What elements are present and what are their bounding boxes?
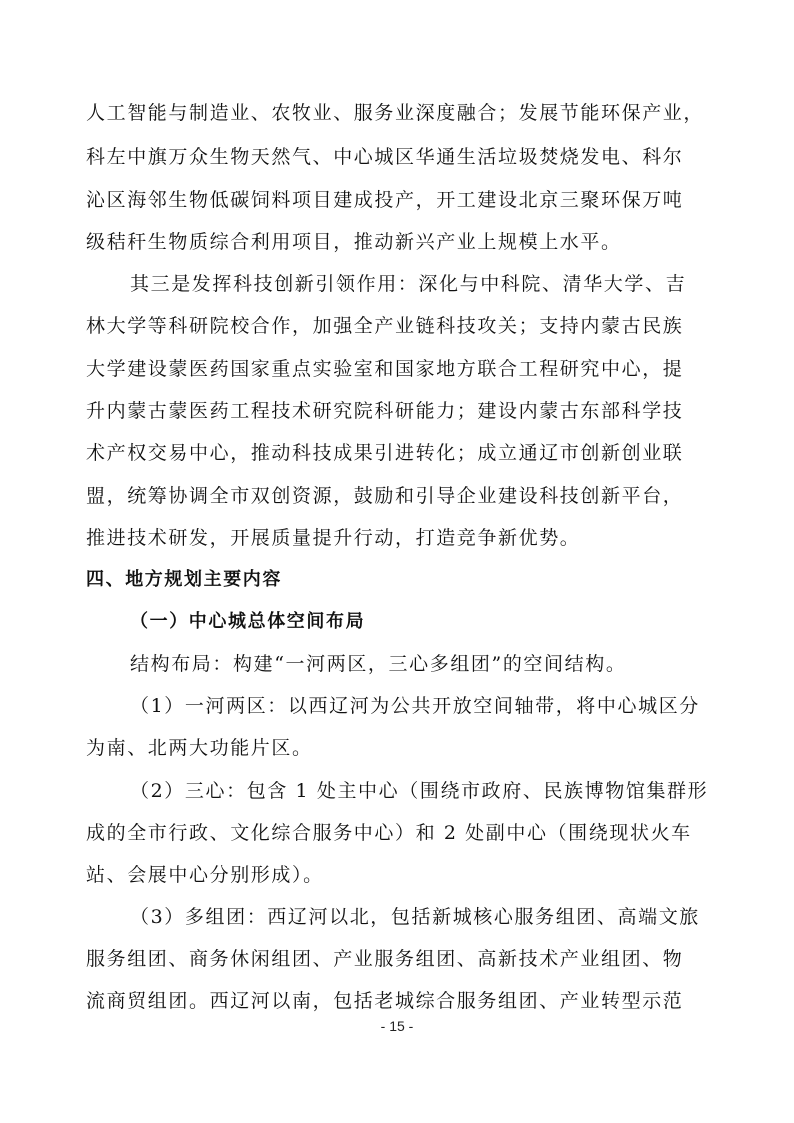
body-text-line: 大学建设蒙医药国家重点实验室和国家地方联合工程研究中心，提 xyxy=(86,358,684,380)
body-text-line: 科左中旗万众生物天然气、中心城区华通生活垃圾焚烧发电、科尔 xyxy=(86,146,684,168)
body-text-line: 为南、北两大功能片区。 xyxy=(86,737,313,759)
body-text-line: 沁区海邻生物低碳饲料项目建成投产，开工建设北京三聚环保万吨 xyxy=(86,189,684,211)
body-text-line: 流商贸组团。西辽河以南，包括老城综合服务组团、产业转型示范 xyxy=(86,990,684,1012)
body-text-line: 术产权交易中心，推动科技成果引进转化；成立通辽市创新创业联 xyxy=(86,442,684,464)
body-text-line: 服务组团、商务休闲组团、产业服务组团、高新技术产业组团、物 xyxy=(86,948,684,970)
body-text-line: 站、会展中心分别形成）。 xyxy=(86,864,324,886)
paragraph-first-line: （1）一河两区：以西辽河为公共开放空间轴带，将中心城区分 xyxy=(130,695,700,717)
subsection-heading: （一）中心城总体空间布局 xyxy=(130,611,366,632)
body-text-line: 成的全市行政、文化综合服务中心）和 2 处副中心（围绕现状火车 xyxy=(86,822,692,844)
body-text-line: 推进技术研发，开展质量提升行动，打造竞争新优势。 xyxy=(86,527,581,549)
paragraph-first-line: （3）多组团：西辽河以北，包括新城核心服务组团、高端文旅 xyxy=(130,906,700,928)
body-text-line: 人工智能与制造业、农牧业、服务业深度融合；发展节能环保产业， xyxy=(86,102,705,124)
paragraph-first-line: 其三是发挥科技创新引领作用：深化与中科院、清华大学、吉 xyxy=(130,273,687,295)
paragraph-first-line: 结构布局：构建“一河两区，三心多组团”的空间结构。 xyxy=(130,653,627,675)
body-text-line: 林大学等科研院校合作，加强全产业链科技攻关；支持内蒙古民族 xyxy=(86,315,684,337)
body-text-line: 级秸秆生物质综合利用项目，推动新兴产业上规模上水平。 xyxy=(86,231,622,253)
page-number: - 15 - xyxy=(380,1018,414,1034)
body-text-line: 盟，统筹协调全市双创资源，鼓励和引导企业建设科技创新平台， xyxy=(86,485,684,507)
paragraph-first-line: （2）三心：包含 1 处主中心（围绕市政府、民族博物馆集群形 xyxy=(130,780,709,802)
body-text-line: 升内蒙古蒙医药工程技术研究院科研能力；建设内蒙古东部科学技 xyxy=(86,400,684,422)
section-heading: 四、地方规划主要内容 xyxy=(86,569,282,590)
